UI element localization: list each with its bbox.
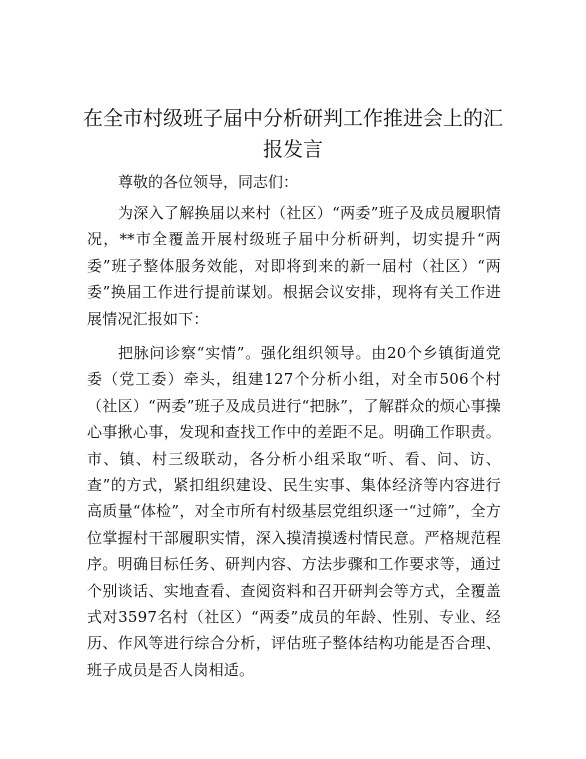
paragraph-diagnosis: 把脉问诊察“实情”。强化组织领导。由20个乡镇街道党委（党工委）牵头，组建127个分析小组，对全市506个村（社区）“两委”班子及成员进行“把脉”，了解群众的烦心事操心事揪心事，发现和查找工作中的差距不足。明确工作职责。市、镇、村三级联动，各分析小组采取“听、看、问、访、查”的方式，紧扣组织建设、民生实事、集体经济等内容进行高质量“体检”，对全市所有村级基层党组织逐一“过筛”，全方位掌握村干部履职实情，深入摸清摸透村情民意。严格规范程序。明确目标任务、研判内容、方法步骤和工作要求等，通过个别谈话、实地查看、查阅资料和召开研判会等方式，全覆盖式对3597名村（社区）“两委”成员的年龄、性别、专业、经历、作风等进行综合分析，评估班子整体结构功能是否合理、班子成员是否人岗相适。 [87, 344, 501, 679]
document-title: 在全市村级班子届中分析研判工作推进会上的汇报发言 [83, 106, 503, 161]
paragraph-intro: 为深入了解换届以来村（社区）“两委”班子及成员履职情况，**市全覆盖开展村级班子届中分析研判，切实提升“两委”班子整体服务效能，对即将到来的新一届村（社区）“两委”换届工作进行提前谋划。根据会议安排，现将有关工作进展情况汇报如下： [87, 204, 501, 328]
salutation: 尊敬的各位领导，同志们： [118, 173, 299, 191]
